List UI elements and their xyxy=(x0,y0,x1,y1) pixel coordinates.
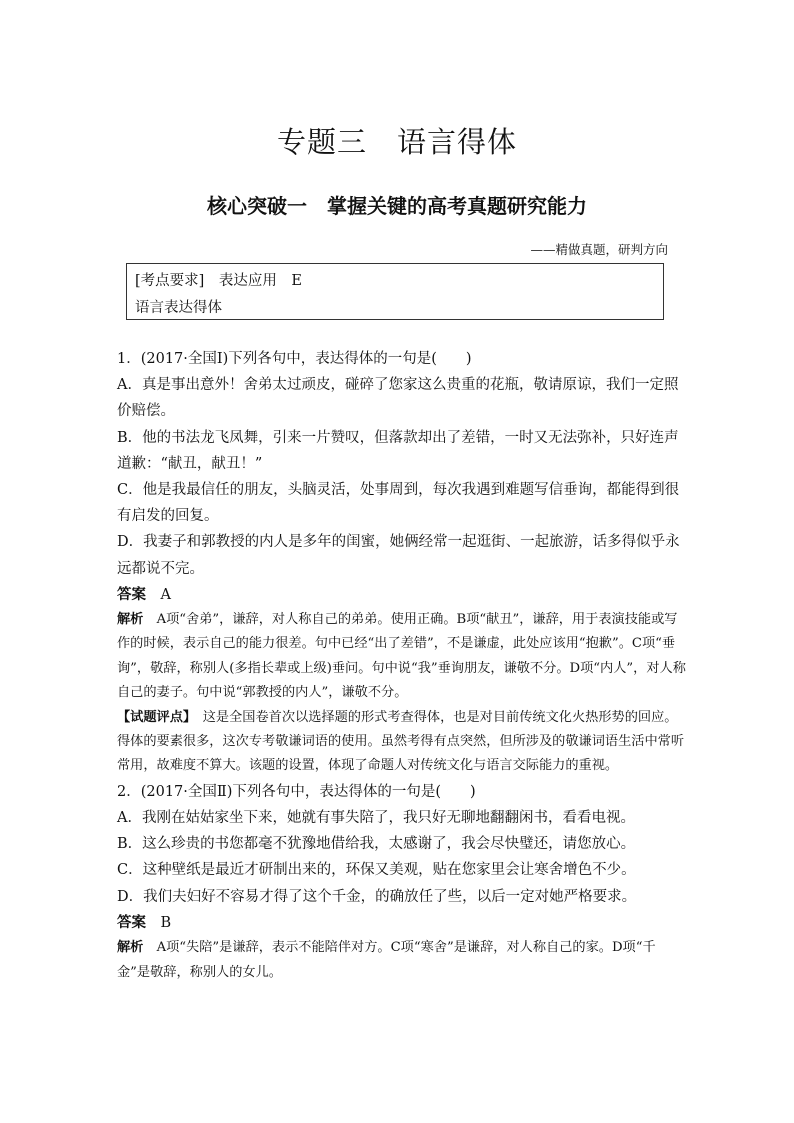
requirement-line-2: 语言表达得体 xyxy=(135,300,222,316)
question-1-option-b: B．他的书法龙飞凤舞，引来一片赞叹，但落款却出了差错，一时又无法弥补，只好连声道歉：“献丑，献丑！” xyxy=(117,429,679,472)
review-label: 【试题评点】 xyxy=(117,709,190,725)
question-2-answer xyxy=(117,910,687,936)
question-2-option-c: C．这种壁纸是最近才研制出来的，环保又美观，贴在您家里会让寒舍增色不少。 xyxy=(117,862,636,879)
question-2-option-d: D．我们夫妇好不容易才得了这个千金，的确放任了些，以后一定对她严格要求。 xyxy=(117,888,637,905)
question-2-option-a: A．我刚在姑姑家坐下来，她就有事失陪了，我只好无聊地翻翻闲书，看看电视。 xyxy=(117,810,635,827)
question-1-answer xyxy=(117,582,687,608)
explanation-label: 解析 xyxy=(117,612,144,628)
question-2-option-b: B．这么珍贵的书您都毫不犹豫地借给我，太感谢了，我会尽快璧还，请您放心。 xyxy=(117,836,636,853)
question-2-stem: 2．(2017·全国Ⅱ)下列各句中，表达得体的一句是( ) xyxy=(117,783,476,800)
question-2 xyxy=(117,779,687,985)
question-1-option-a: A．真是事出意外！舍弟太过顽皮，碰碎了您家这么贵重的花瓶，敬请原谅，我们一定照价赔偿。 xyxy=(117,377,679,420)
answer-value: B xyxy=(160,914,172,931)
answer-label: 答案 xyxy=(117,586,146,603)
answer-value: A xyxy=(160,586,171,603)
question-1-option-d: D．我妻子和郭教授的内人是多年的闺蜜，她俩经常一起逛街、一起旅游，话多得似乎永远都说不完。 xyxy=(117,534,680,577)
review-text: 这是全国卷首次以选择题的形式考查得体，也是对目前传统文化火热形势的回应。得体的要素很多，这次专考敬谦词语的使用。虽然考得有点突然，但所涉及的敬谦词语生活中常听常用，故难度不算大。该题的设置，体现了命题人对传统文化与语言交际能力的重视。 xyxy=(117,709,685,774)
content xyxy=(117,346,687,985)
question-1-review xyxy=(117,706,687,779)
requirement-box xyxy=(126,263,664,320)
explanation-text: A项“舍弟”，谦辞，对人称自己的弟弟。使用正确。B项“献丑”，谦辞，用于表演技能或写作的时候，表示自己的能力很差。句中已经“出了差错”，不是谦虚，此处应该用“抱歉”。C项“垂询”，敬辞，称别人(多指长辈或上级)垂问。句中说“我”垂询朋友，谦敬不分。D项“内人”，对人称自己的妻子。句中说“郭教授的内人”，谦敬不分。 xyxy=(117,612,686,701)
explanation-label: 解析 xyxy=(117,940,144,956)
question-2-explanation xyxy=(117,936,687,985)
question-1-explanation xyxy=(117,608,687,706)
question-1-stem: 1．(2017·全国Ⅰ)下列各句中，表达得体的一句是( ) xyxy=(117,351,472,367)
explanation-text: A项“失陪”是谦辞，表示不能陪伴对方。C项“寒舍”是谦辞，对人称自己的家。D项“千金”是敬辞，称别人的女儿。 xyxy=(117,940,656,980)
answer-label: 答案 xyxy=(117,914,146,931)
question-1-option-c: C．他是我最信任的朋友，头脑灵活，处事周到，每次我遇到难题写信垂询，都能得到很有启发的回复。 xyxy=(117,482,680,525)
section-subtitle: 核心突破一 掌握关键的高考真题研究能力 xyxy=(207,194,587,218)
page-title: 专题三 语言得体 xyxy=(276,125,517,159)
question-1 xyxy=(117,346,687,779)
requirement-line-1: [考点要求] 表达应用 E xyxy=(135,273,302,289)
motto: ——精做真题，研判方向 xyxy=(530,242,668,257)
